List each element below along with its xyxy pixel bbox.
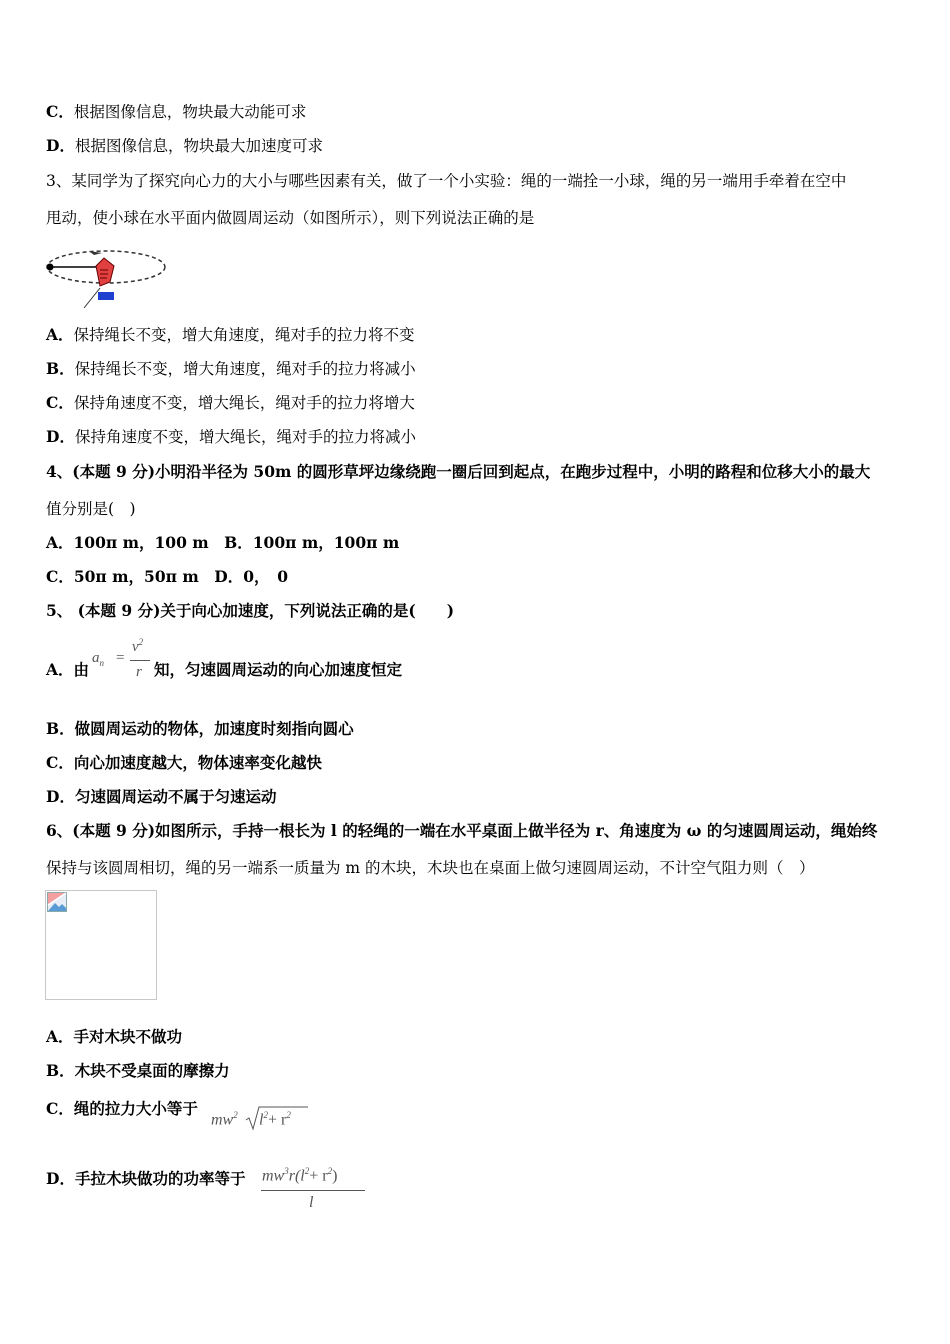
q4-options-ab: A．100π m，100 m B．100π m，100π m [46, 533, 400, 552]
q6-option-a: A．手对木块不做功 [46, 1027, 183, 1046]
q5-formula-fraction-bar [130, 660, 150, 661]
q6-option-c-text: C．绳的拉力大小等于 [46, 1099, 198, 1118]
q3-option-d: D．保持角速度不变，增大绳长，绳对手的拉力将减小 [46, 427, 416, 446]
q6-option-d-text: D．手拉木块做功的功率等于 [46, 1169, 246, 1188]
q6-option-d-fraction-bar [261, 1190, 365, 1191]
q5-option-c: C．向心加速度越大，物体速率变化越快 [46, 753, 322, 772]
q5-formula-lhs: $a_n$ [92, 650, 104, 668]
q6-stem-line2: 保持与该圆周相切，绳的另一端系一质量为 m 的木块，木块也在桌面上做匀速圆周运动，不计空气阻力则（ ） [46, 859, 815, 877]
q3-option-b: B．保持绳长不变，增大角速度，绳对手的拉力将减小 [46, 359, 416, 378]
q6-figure-placeholder [45, 890, 157, 1000]
q5-formula-denominator: r [136, 664, 142, 680]
q6-option-b: B．木块不受桌面的摩擦力 [46, 1061, 230, 1080]
q6-option-c-formula: $mw^2$ [211, 1110, 238, 1129]
broken-image-icon [47, 892, 67, 912]
q3-option-a: A．保持绳长不变，增大角速度，绳对手的拉力将不变 [46, 325, 415, 344]
q6-option-d-numerator: $mw^3r(l^2+ r^2)$ [262, 1166, 338, 1185]
q2-option-c: C．根据图像信息，物块最大动能可求 [46, 102, 307, 121]
q3-stem-line2: 甩动，使小球在水平面内做圆周运动（如图所示），则下列说法正确的是 [46, 209, 535, 227]
q3-option-c: C．保持角速度不变，增大绳长，绳对手的拉力将增大 [46, 393, 415, 412]
q5-option-a-suffix: 知，匀速圆周运动的向心加速度恒定 [154, 660, 403, 679]
q5-formula-numerator: $v^2$ [132, 637, 144, 655]
q6-option-c-radicand: $l^2+ r^2$ [259, 1110, 291, 1129]
q4-stem-line1: 4、(本题 9 分)小明沿半径为 50m 的圆形草坪边缘绕跑一圈后回到起点，在跑步过程中，小明的路程和位移大小的最大 [46, 462, 871, 481]
q3-stem-line1: 3、某同学为了探究向心力的大小与哪些因素有关，做了一个小实验：绳的一端拴一小球，绳的另一端用手牵着在空中 [46, 172, 847, 190]
q6-stem-line1: 6、(本题 9 分)如图所示，手持一根长为 l 的轻绳的一端在水平桌面上做半径为 r、角速度为 ω 的匀速圆周运动，绳始终 [46, 821, 878, 840]
hand-swinging-ball-illustration [44, 244, 168, 310]
q4-stem-line2: 值分别是( ) [46, 500, 136, 518]
q2-option-d: D．根据图像信息，物块最大加速度可求 [46, 136, 323, 155]
q5-option-a-prefix: A．由 [46, 660, 90, 679]
q5-stem: 5、 (本题 9 分)关于向心加速度，下列说法正确的是( ) [46, 601, 455, 620]
q6-option-d-denominator: l [309, 1194, 314, 1211]
q5-option-d: D．匀速圆周运动不属于匀速运动 [46, 787, 277, 806]
q4-options-cd: C．50π m，50π m D．0， 0 [46, 567, 289, 586]
q5-formula-eq: = [116, 650, 125, 666]
q5-option-b: B．做圆周运动的物体，加速度时刻指向圆心 [46, 719, 354, 738]
